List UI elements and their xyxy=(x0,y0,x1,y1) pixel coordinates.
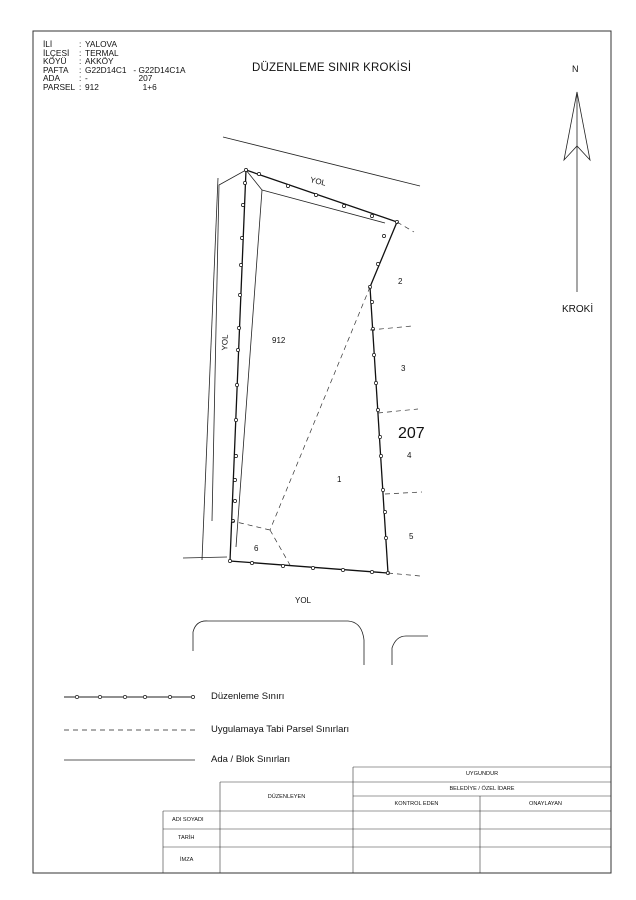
parcel-label-912: 912 xyxy=(272,336,286,345)
info-value: 912 1+6 xyxy=(85,81,157,92)
boundary-vertex xyxy=(233,499,236,502)
info-separator: : xyxy=(79,81,82,92)
parcel-label-5: 5 xyxy=(409,532,414,541)
boundary-vertices xyxy=(228,168,398,574)
boundary-vertex xyxy=(370,214,373,217)
legend-label-block: Ada / Blok Sınırları xyxy=(211,754,291,765)
info-key: ADA xyxy=(43,73,61,84)
boundary-vertex xyxy=(240,236,243,239)
road-lines xyxy=(183,137,428,665)
boundary-vertex xyxy=(383,510,386,513)
parcel-label-4: 4 xyxy=(407,451,412,460)
boundary-vertex xyxy=(241,203,244,206)
boundary-vertex xyxy=(378,435,381,438)
info-row xyxy=(43,83,186,92)
boundary-vertex xyxy=(235,383,238,386)
boundary-vertex xyxy=(379,454,382,457)
info-separator: : xyxy=(79,47,82,58)
boundary-vertex xyxy=(238,293,241,296)
boundary-vertex xyxy=(376,262,379,265)
boundary-vertex xyxy=(239,263,242,266)
boundary-vertex xyxy=(234,454,237,457)
parcel-label-2: 2 xyxy=(398,277,403,286)
road-label-west: YOL xyxy=(220,334,230,351)
info-value: - 207 xyxy=(85,73,153,84)
boundary-vertex xyxy=(281,564,284,567)
boundary-vertex xyxy=(286,184,289,187)
parcel-label-6: 6 xyxy=(254,544,259,553)
boundary-vertex xyxy=(342,204,345,207)
boundary-vertex xyxy=(311,566,314,569)
info-value: TERMAL xyxy=(85,47,119,58)
approval-header: UYGUNDUR xyxy=(465,771,499,777)
boundary-vertex xyxy=(372,353,375,356)
boundary-vertex xyxy=(314,193,317,196)
row-label-signature: İMZA xyxy=(180,857,194,863)
info-value: G22D14C1 - G22D14C1A xyxy=(85,64,186,75)
regulation-boundary xyxy=(230,170,397,573)
row-label-name: ADI SOYADI xyxy=(172,817,204,823)
boundary-vertex xyxy=(381,488,384,491)
checked-by-header: KONTROL EDEN xyxy=(394,801,439,807)
boundary-vertex xyxy=(376,408,379,411)
boundary-vertex xyxy=(233,478,236,481)
legend-label-parcel: Uygulamaya Tabi Parsel Sınırları xyxy=(211,724,350,735)
boundary-vertex xyxy=(257,172,260,175)
road-label-south: YOL xyxy=(295,596,312,605)
row-label-date: TARİH xyxy=(178,835,195,841)
info-key: KÖYÜ xyxy=(43,56,67,67)
info-value: YALOVA xyxy=(85,39,117,49)
info-key: İLÇESİ xyxy=(43,47,70,58)
boundary-vertex xyxy=(341,568,344,571)
boundary-vertex xyxy=(384,536,387,539)
parcel-label-1: 1 xyxy=(337,475,342,484)
boundary-vertex xyxy=(374,381,377,384)
legend-label-regulation: Düzenleme Sınırı xyxy=(211,691,285,702)
approved-by-header: ONAYLAYAN xyxy=(529,801,562,807)
boundary-vertex xyxy=(382,234,385,237)
north-letter: N xyxy=(572,64,579,74)
boundary-vertex xyxy=(370,300,373,303)
boundary-vertex xyxy=(228,559,231,562)
prepared-by-header: DÜZENLEYEN xyxy=(267,794,306,800)
boundary-vertex xyxy=(244,168,247,171)
boundary-vertex xyxy=(370,570,373,573)
info-separator: : xyxy=(79,64,82,75)
info-key: İLİ xyxy=(43,39,53,49)
parcel-label-3: 3 xyxy=(401,364,406,373)
sheet-border xyxy=(33,31,611,873)
signature-table-grid xyxy=(163,767,611,873)
north-arrow xyxy=(564,92,590,292)
boundary-vertex xyxy=(243,181,246,184)
parcel-boundaries-dashed xyxy=(232,222,422,576)
legend-symbols xyxy=(64,695,195,760)
authority-header: BELEDİYE / ÖZEL İDARE xyxy=(449,786,515,792)
block-number: 207 xyxy=(398,425,425,442)
boundary-vertex xyxy=(250,561,253,564)
info-separator: : xyxy=(79,39,82,49)
boundary-vertex xyxy=(237,326,240,329)
info-separator: : xyxy=(79,73,82,84)
boundary-vertex xyxy=(234,418,237,421)
page-title: DÜZENLEME SINIR KROKİSİ xyxy=(252,62,412,74)
road-label-north: YOL xyxy=(309,175,327,188)
info-key: PAFTA xyxy=(43,64,69,75)
info-value: AKKÖY xyxy=(85,56,114,67)
info-separator: : xyxy=(79,56,82,67)
kroki-caption: KROKİ xyxy=(562,304,594,315)
sheet-info-block xyxy=(43,40,186,92)
boundary-vertex xyxy=(236,348,239,351)
info-key: PARSEL xyxy=(43,81,76,92)
